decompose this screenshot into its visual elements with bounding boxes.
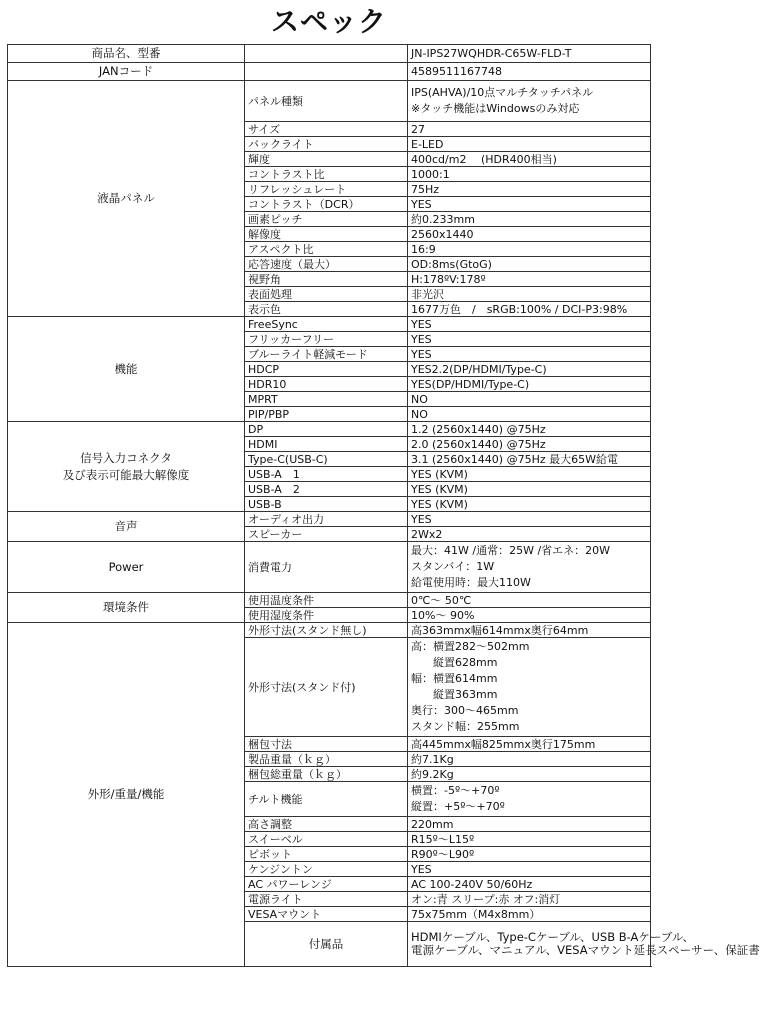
spec-value: 2.0 (2560x1440) @75Hz	[408, 437, 651, 452]
table-row	[8, 593, 651, 608]
spec-label: リフレッシュレート	[245, 182, 408, 197]
spec-label: 使用湿度条件	[245, 608, 408, 623]
spec-label: HDCP	[245, 362, 408, 377]
spec-value: YES	[408, 347, 651, 362]
spec-value: 75Hz	[408, 182, 651, 197]
category-lcd: 液晶パネル	[8, 81, 245, 317]
spec-value-multiline	[408, 782, 651, 817]
value-line: 給電使用時：最大110W	[411, 576, 531, 589]
spec-label: 外形寸法(スタンド無し)	[245, 623, 408, 638]
spec-value: YES	[408, 512, 651, 527]
spec-label: 消費電力	[245, 542, 408, 593]
value-line: 奥行：300～465mm	[411, 704, 519, 717]
value-line: 高：横置282～502mm	[411, 640, 530, 653]
spec-value: 75x75mm（M4x8mm）	[408, 907, 651, 922]
spec-value: E-LED	[408, 137, 651, 152]
value-line: ※タッチ機能はWindowsのみ対応	[411, 102, 580, 115]
spec-value: 1.2 (2560x1440) @75Hz	[408, 422, 651, 437]
spec-value-multiline	[408, 81, 651, 122]
table-row	[8, 81, 651, 122]
spec-value: YES(DP/HDMI/Type-C)	[408, 377, 651, 392]
spec-value: 約0.233mm	[408, 212, 651, 227]
spec-label: 電源ライト	[245, 892, 408, 907]
category-inputs	[8, 422, 245, 512]
spec-label: アスペクト比	[245, 242, 408, 257]
spec-label: フリッカーフリー	[245, 332, 408, 347]
spec-label: ケンジントン	[245, 862, 408, 877]
spec-label: 輝度	[245, 152, 408, 167]
spec-label: PIP/PBP	[245, 407, 408, 422]
value-line: 横置：-5º～+70º	[411, 784, 500, 797]
category-dimensions: 外形/重量/機能	[8, 623, 245, 967]
spec-value: 高363mmx幅614mmx奥行64mm	[408, 623, 651, 638]
spec-label: ピボット	[245, 847, 408, 862]
spec-value-multiline	[408, 542, 651, 593]
category-line: 信号入力コネクタ	[80, 450, 172, 465]
spec-value: オン:青 スリープ:赤 オフ:消灯	[408, 892, 651, 907]
category-power: Power	[8, 542, 245, 593]
accessories-value	[408, 922, 760, 967]
spec-value: AC 100-240V 50/60Hz	[408, 877, 651, 892]
spec-empty-cell	[245, 45, 408, 63]
table-row	[8, 512, 651, 527]
spec-label: Type-C(USB-C)	[245, 452, 408, 467]
value-line: 縦置628mm	[411, 656, 498, 669]
value-line: スタンド幅：255mm	[411, 720, 520, 733]
category-audio: 音声	[8, 512, 245, 542]
spec-label: 使用温度条件	[245, 593, 408, 608]
spec-value: YES	[408, 332, 651, 347]
value-line: 縦置：+5º～+70º	[411, 800, 505, 813]
spec-label: USB-A 1	[245, 467, 408, 482]
value-line: 電源ケーブル、マニュアル、VESAマウント延長スペーサー、保証書	[411, 943, 760, 957]
spec-label: USB-A 2	[245, 482, 408, 497]
spec-value: 220mm	[408, 817, 651, 832]
spec-label: ブルーライト軽減モード	[245, 347, 408, 362]
spec-label: チルト機能	[245, 782, 408, 817]
spec-label: MPRT	[245, 392, 408, 407]
table-row	[8, 63, 651, 81]
spec-value: NO	[408, 407, 651, 422]
spec-label: 応答速度（最大）	[245, 257, 408, 272]
spec-label: スイーベル	[245, 832, 408, 847]
spec-label: スピーカー	[245, 527, 408, 542]
value-line: HDMIケーブル、Type-Cケーブル、USB B-Aケーブル、	[411, 930, 694, 944]
value-line: 幅：横置614mm	[411, 672, 498, 685]
spec-value-multiline	[408, 638, 651, 737]
category-features: 機能	[8, 317, 245, 422]
spec-label: VESAマウント	[245, 907, 408, 922]
spec-label: 商品名、型番	[8, 45, 245, 63]
spec-label: バックライト	[245, 137, 408, 152]
spec-value: YES2.2(DP/HDMI/Type-C)	[408, 362, 651, 377]
category-accessories: 付属品	[245, 922, 408, 967]
spec-value: YES	[408, 197, 651, 212]
spec-value: YES (KVM)	[408, 482, 651, 497]
spec-label: 画素ピッチ	[245, 212, 408, 227]
spec-label: DP	[245, 422, 408, 437]
value-line: 最大：41W /通常：25W /省エネ：20W	[411, 544, 611, 557]
page-title: スペック	[270, 5, 387, 38]
spec-value: 10%～ 90%	[408, 608, 651, 623]
spec-label: 表示色	[245, 302, 408, 317]
spec-label: 解像度	[245, 227, 408, 242]
spec-label: 梱包総重量（ｋｇ）	[245, 767, 408, 782]
spec-value: 27	[408, 122, 651, 137]
spec-label: コントラスト比	[245, 167, 408, 182]
spec-label: 外形寸法(スタンド付)	[245, 638, 408, 737]
spec-value: 16:9	[408, 242, 651, 257]
spec-label: サイズ	[245, 122, 408, 137]
spec-value: H:178ºV:178º	[408, 272, 651, 287]
spec-empty-cell	[245, 63, 408, 81]
spec-value: 400cd/m2 (HDR400相当)	[408, 152, 651, 167]
spec-value: 3.1 (2560x1440) @75Hz 最大65W給電	[408, 452, 651, 467]
spec-label: 視野角	[245, 272, 408, 287]
spec-value: 約7.1Kg	[408, 752, 651, 767]
spec-label: USB-B	[245, 497, 408, 512]
spec-label: AC パワーレンジ	[245, 877, 408, 892]
table-row	[8, 623, 651, 638]
spec-label: オーディオ出力	[245, 512, 408, 527]
value-line: スタンバイ：1W	[411, 560, 495, 573]
spec-label: パネル種類	[245, 81, 408, 122]
spec-value: 4589511167748	[408, 63, 651, 81]
spec-label: コントラスト（DCR）	[245, 197, 408, 212]
spec-value: JN-IPS27WQHDR-C65W-FLD-T	[408, 45, 651, 63]
spec-value: 1677万色 / sRGB:100% / DCI-P3:98%	[408, 302, 651, 317]
spec-value: 2560x1440	[408, 227, 651, 242]
spec-value: R90º～L90º	[408, 847, 651, 862]
spec-value: OD:8ms(GtoG)	[408, 257, 651, 272]
spec-label: FreeSync	[245, 317, 408, 332]
spec-value: 1000:1	[408, 167, 651, 182]
spec-value: YES (KVM)	[408, 497, 651, 512]
value-line: IPS(AHVA)/10点マルチタッチパネル	[411, 86, 594, 99]
spec-table	[7, 44, 760, 967]
table-row	[8, 317, 651, 332]
spec-value: YES (KVM)	[408, 467, 651, 482]
table-row	[8, 45, 651, 63]
spec-value: YES	[408, 317, 651, 332]
spec-value: R15º～L15º	[408, 832, 651, 847]
spec-label: 製品重量（ｋｇ）	[245, 752, 408, 767]
category-line: 及び表示可能最大解像度	[62, 467, 190, 482]
spec-label: 高さ調整	[245, 817, 408, 832]
category-environment: 環境条件	[8, 593, 245, 623]
spec-label: JANコード	[8, 63, 245, 81]
table-row	[8, 422, 651, 437]
value-line: 縦置363mm	[411, 688, 498, 701]
spec-label: HDR10	[245, 377, 408, 392]
spec-value: YES	[408, 862, 651, 877]
spec-value: 約9.2Kg	[408, 767, 651, 782]
spec-label: HDMI	[245, 437, 408, 452]
spec-value: 0℃～ 50℃	[408, 593, 651, 608]
spec-value: 高445mmx幅825mmx奥行175mm	[408, 737, 651, 752]
spec-label: 梱包寸法	[245, 737, 408, 752]
spec-value: 非光沢	[408, 287, 651, 302]
spec-value: NO	[408, 392, 651, 407]
spec-label: 表面処理	[245, 287, 408, 302]
table-row	[8, 542, 651, 593]
spec-value: 2Wx2	[408, 527, 651, 542]
